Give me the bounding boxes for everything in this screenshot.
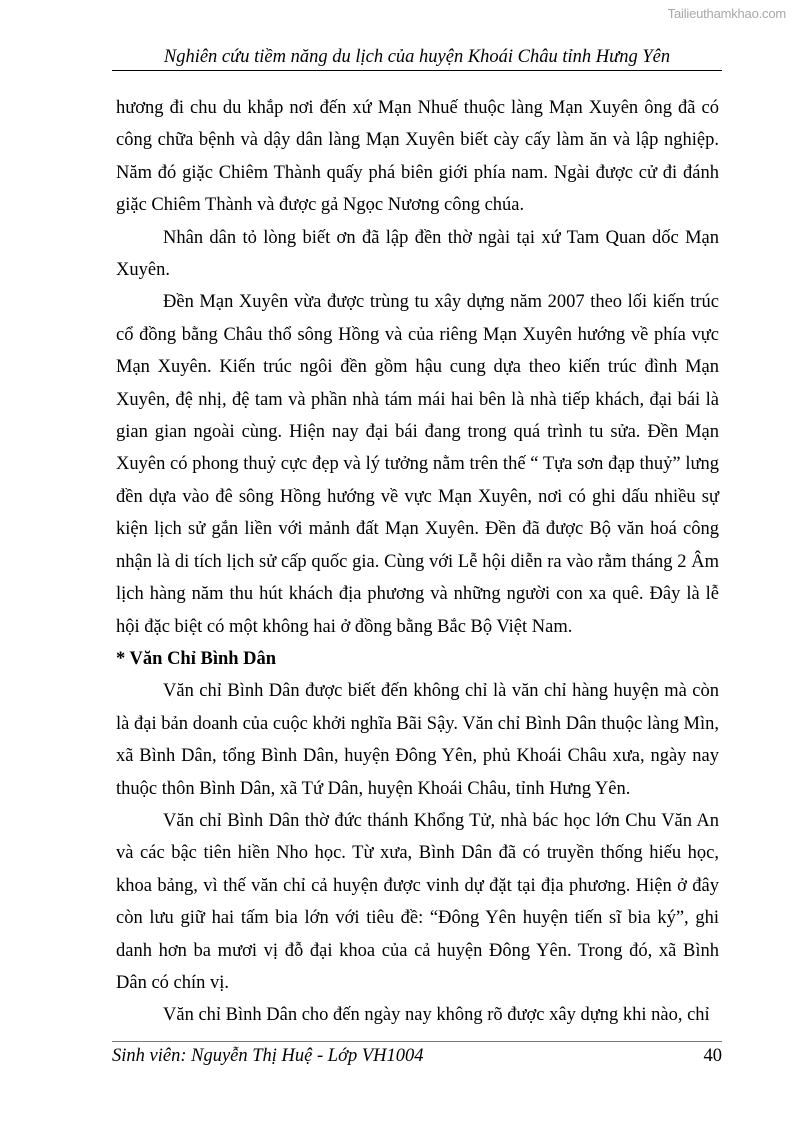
running-header: Nghiên cứu tiềm năng du lịch của huyện Khoái Châu tỉnh Hưng Yên xyxy=(112,44,722,71)
document-body xyxy=(116,92,719,1032)
page-footer xyxy=(112,1044,722,1068)
paragraph-continuation: hương đi chu du khắp nơi đến xứ Mạn Nhuế thuộc làng Mạn Xuyên ông đã có công chữa bệnh và dậy dân làng Mạn Xuyên biết cày cấy làm ăn và lập nghiệp. Năm đó giặc Chiêm Thành quấy phá biên giới phía nam. Ngài được cử đi đánh giặc Chiêm Thành và được gả Ngọc Nương công chúa. xyxy=(116,98,719,216)
paragraph-gratitude-temple: Nhân dân tỏ lòng biết ơn đã lập đền thờ ngài tại xứ Tam Quan dốc Mạn Xuyên. xyxy=(116,227,719,281)
page-number: 40 xyxy=(703,1046,722,1066)
paragraph-van-chi-intro: Văn chỉ Bình Dân được biết đến không chỉ là văn chỉ hàng huyện mà còn là đại bản doanh của cuộc khởi nghĩa Bãi Sậy. Văn chỉ Bình Dân thuộc làng Mìn, xã Bình Dân, tổng Bình Dân, huyện Đông Yên, phủ Khoái Châu xưa, ngày nay thuộc thôn Bình Dân, xã Tứ Dân, huyện Khoái Châu, tỉnh Hưng Yên. xyxy=(116,681,719,799)
footer-divider xyxy=(112,1041,722,1042)
footer-author: Sinh viên: Nguyễn Thị Huệ - Lớp VH1004 xyxy=(112,1046,424,1066)
paragraph-van-chi-construction: Văn chỉ Bình Dân cho đến ngày nay không rõ được xây dựng khi nào, chỉ xyxy=(163,1005,710,1026)
section-heading-van-chi-binh-dan: * Văn Chỉ Bình Dân xyxy=(116,648,277,669)
watermark-text: Tailieuthamkhao.com xyxy=(667,6,786,21)
paragraph-man-xuyen-temple: Đền Mạn Xuyên vừa được trùng tu xây dựng năm 2007 theo lối kiến trúc cổ đồng bằng Châu thổ sông Hồng và của riêng Mạn Xuyên hướng về phía vực Mạn Xuyên. Kiến trúc ngôi đền gồm hậu cung dựa theo kiến trúc đình Mạn Xuyên, đệ nhị, đệ tam và phần nhà tám mái hai bên là nhà tiếp khách, đại bái là gian gian ngoài cùng. Hiện nay đại bái đang trong quá trình tu sửa. Đền Mạn Xuyên có phong thuỷ cực đẹp và lý tưởng nằm trên thế “ Tựa sơn đạp thuỷ” lưng đền dựa vào đê sông Hồng hướng về vực Mạn Xuyên, nơi có ghi dấu nhiều sự kiện lịch sử gắn liền với mảnh đất Mạn Xuyên. Đền đã được Bộ văn hoá công nhận là di tích lịch sử cấp quốc gia. Cùng với Lễ hội diễn ra vào rằm tháng 2 Âm lịch hàng năm thu hút khách địa phương và những người con xa quê. Đây là lễ hội đặc biệt có một không hai ở đồng bằng Bắc Bộ Việt Nam. xyxy=(116,292,719,637)
paragraph-van-chi-worship: Văn chỉ Bình Dân thờ đức thánh Khổng Tử, nhà bác học lớn Chu Văn An và các bậc tiên hiền Nho học. Từ xưa, Bình Dân đã có truyền thống hiếu học, khoa bảng, vì thế văn chỉ cả huyện được vinh dự đặt tại địa phương. Hiện ở đây còn lưu giữ hai tấm bia lớn với tiêu đề: “Đông Yên huyện tiến sĩ bia ký”, ghi danh hơn ba mươi vị đỗ đại khoa của cả huyện Đông Yên. Trong đó, xã Bình Dân có chín vị. xyxy=(116,810,719,993)
